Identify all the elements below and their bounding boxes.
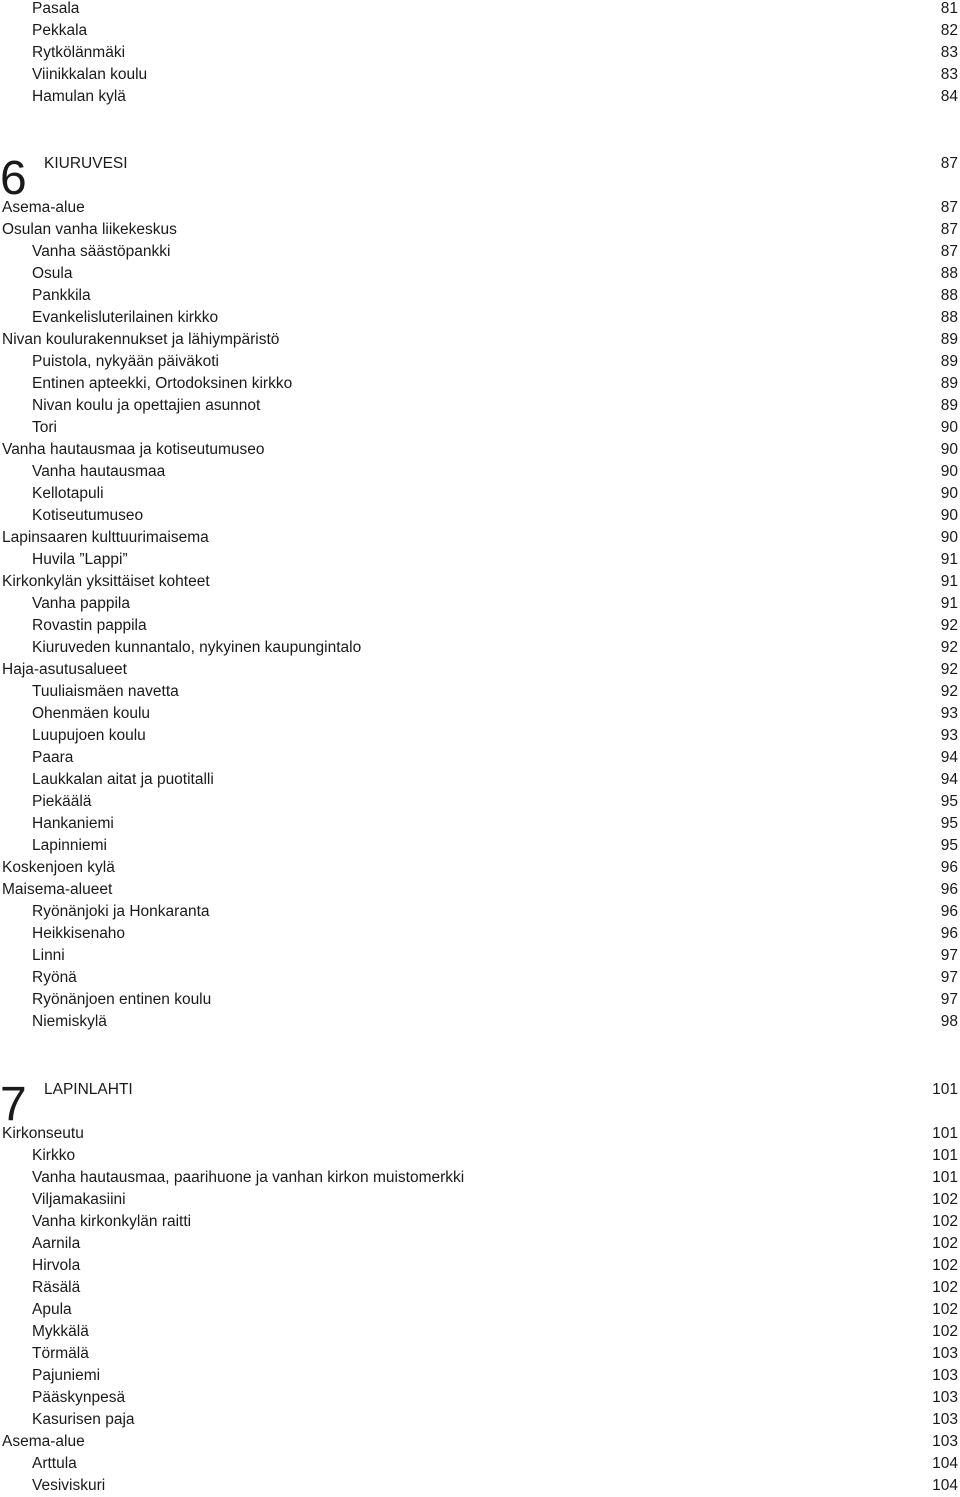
entry-page-number: 94 (940, 749, 958, 766)
entry-page-number: 87 (940, 243, 958, 260)
entry-title: Pääskynpesä (32, 1389, 126, 1406)
entry-title: Ohenmäen koulu (32, 705, 151, 722)
toc-subentry (0, 1409, 958, 1431)
entry-title: Puistola, nykyään päiväkoti (32, 353, 219, 370)
toc-subentry (0, 1475, 958, 1497)
entry-page-number: 95 (940, 815, 958, 832)
toc-subentry (0, 791, 958, 813)
toc-subentry (0, 1343, 958, 1365)
entry-title: Kasurisen paja (32, 1411, 135, 1428)
entry-title: Osulan vanha liikekeskus (2, 221, 177, 238)
entry-title: Vanha hautausmaa, paarihuone ja vanhan kirkon muistomerkki (32, 1169, 465, 1186)
toc-subentry (0, 923, 958, 945)
entry-title: Pajuniemi (32, 1367, 101, 1384)
entry-page-number: 94 (940, 771, 958, 788)
entry-title: Vanha hautausmaa ja kotiseutumuseo (2, 441, 265, 458)
entry-page-number: 90 (940, 441, 958, 458)
toc-subentry (0, 1387, 958, 1409)
entry-title: Kiuruveden kunnantalo, nykyinen kaupungintalo (32, 639, 362, 656)
entry-page-number: 89 (940, 331, 958, 348)
entry-title: Hirvola (32, 1257, 81, 1274)
entry-title: Mykkälä (32, 1323, 89, 1340)
entry-page-number: 96 (940, 859, 958, 876)
toc-subentry (0, 351, 958, 373)
entry-title: Kirkonseutu (2, 1125, 84, 1142)
toc-subentry (0, 703, 958, 725)
toc-subentry (0, 1277, 958, 1299)
entry-page-number: 95 (940, 793, 958, 810)
entry-title: Huvila ”Lappi” (32, 551, 128, 568)
toc-subentry (0, 725, 958, 747)
entry-title: Räsälä (32, 1279, 81, 1296)
entry-page-number: 88 (940, 265, 958, 282)
entry-title: Aarnila (32, 1235, 81, 1252)
entry-page-number: 81 (940, 0, 958, 17)
toc-subentry (0, 1299, 958, 1321)
toc-entry (0, 659, 958, 681)
chapter-title: KIURUVESI (44, 155, 128, 172)
entry-title: Niemiskylä (32, 1013, 107, 1030)
toc-subentry (0, 901, 958, 923)
entry-page-number: 93 (940, 705, 958, 722)
toc-entry (0, 527, 958, 549)
entry-title: Kirkonkylän yksittäiset kohteet (2, 573, 210, 590)
chapter-page-number: 87 (940, 155, 958, 172)
entry-page-number: 92 (940, 683, 958, 700)
entry-page-number: 98 (940, 1013, 958, 1030)
toc-subentry (0, 1011, 958, 1033)
entry-page-number: 102 (932, 1301, 958, 1318)
entry-title: Maisema-alueet (2, 881, 113, 898)
entry-page-number: 89 (940, 353, 958, 370)
entry-title: Rovastin pappila (32, 617, 147, 634)
toc-subentry (0, 241, 958, 263)
entry-page-number: 103 (932, 1389, 958, 1406)
entry-page-number: 103 (932, 1367, 958, 1384)
toc-subentry (0, 967, 958, 989)
entry-title: Asema-alue (2, 199, 85, 216)
toc-entry (0, 197, 958, 219)
entry-page-number: 91 (940, 551, 958, 568)
entry-page-number: 88 (940, 287, 958, 304)
chapter-page-number: 101 (932, 1081, 958, 1098)
entry-page-number: 87 (940, 221, 958, 238)
chapter-number: 7 (0, 1078, 26, 1131)
entry-title: Hamulan kylä (32, 88, 126, 105)
entry-title: Arttula (32, 1455, 77, 1472)
entry-page-number: 89 (940, 397, 958, 414)
toc-subentry (0, 681, 958, 703)
toc-subentry (0, 285, 958, 307)
entry-page-number: 91 (940, 573, 958, 590)
entry-title: Piekäälä (32, 793, 92, 810)
entry-page-number: 102 (932, 1279, 958, 1296)
toc-subentry (0, 747, 958, 769)
toc-subentry (0, 615, 958, 637)
entry-title: Vanha pappila (32, 595, 130, 612)
toc-subentry (0, 307, 958, 329)
entry-page-number: 87 (940, 199, 958, 216)
chapter-number: 6 (0, 152, 26, 205)
toc-subentry (0, 42, 958, 64)
entry-page-number: 102 (932, 1323, 958, 1340)
toc-entry (0, 1123, 958, 1145)
toc-subentry (0, 64, 958, 86)
entry-page-number: 102 (932, 1191, 958, 1208)
toc-subentry (0, 86, 958, 108)
toc-subentry (0, 1189, 958, 1211)
entry-title: Tori (32, 419, 57, 436)
toc-subentry (0, 945, 958, 967)
toc-entry (0, 219, 958, 241)
entry-title: Linni (32, 947, 65, 964)
entry-title: Vesiviskuri (32, 1477, 106, 1494)
entry-title: Vanha hautausmaa (32, 463, 166, 480)
toc-subentry (0, 373, 958, 395)
entry-page-number: 96 (940, 881, 958, 898)
toc-subentry (0, 637, 958, 659)
entry-title: Evankelisluterilainen kirkko (32, 309, 219, 326)
toc-entry (0, 879, 958, 901)
entry-title: Kirkko (32, 1147, 76, 1164)
toc-subentry (0, 1365, 958, 1387)
entry-page-number: 101 (932, 1147, 958, 1164)
entry-page-number: 97 (940, 991, 958, 1008)
entry-title: Pasala (32, 0, 80, 17)
entry-title: Kotiseutumuseo (32, 507, 144, 524)
entry-title: Rytkölänmäki (32, 44, 126, 61)
entry-page-number: 82 (940, 22, 958, 39)
toc-entry (0, 1431, 958, 1453)
entry-page-number: 83 (940, 44, 958, 61)
entry-page-number: 95 (940, 837, 958, 854)
entry-title: Ryönänjoki ja Honkaranta (32, 903, 210, 920)
entry-page-number: 90 (940, 419, 958, 436)
entry-title: Törmälä (32, 1345, 89, 1362)
entry-page-number: 91 (940, 595, 958, 612)
entry-page-number: 92 (940, 639, 958, 656)
entry-title: Heikkisenaho (32, 925, 126, 942)
entry-page-number: 104 (932, 1455, 958, 1472)
entry-page-number: 84 (940, 88, 958, 105)
entry-page-number: 92 (940, 661, 958, 678)
entry-page-number: 102 (932, 1213, 958, 1230)
toc-subentry (0, 1255, 958, 1277)
entry-page-number: 104 (932, 1477, 958, 1494)
entry-title: Paara (32, 749, 74, 766)
toc-subentry (0, 593, 958, 615)
entry-title: Apula (32, 1301, 72, 1318)
toc-subentry (0, 1167, 958, 1189)
toc-subentry (0, 483, 958, 505)
toc-subentry (0, 1145, 958, 1167)
entry-title: Viljamakasiini (32, 1191, 126, 1208)
entry-page-number: 96 (940, 925, 958, 942)
entry-title: Osula (32, 265, 73, 282)
entry-page-number: 90 (940, 507, 958, 524)
toc-subentry (0, 461, 958, 483)
toc-subentry (0, 1233, 958, 1255)
entry-title: Tuuliaismäen navetta (32, 683, 179, 700)
entry-page-number: 90 (940, 463, 958, 480)
entry-title: Pankkila (32, 287, 91, 304)
entry-page-number: 88 (940, 309, 958, 326)
entry-page-number: 97 (940, 969, 958, 986)
entry-title: Viinikkalan koulu (32, 66, 148, 83)
entry-page-number: 93 (940, 727, 958, 744)
entry-title: Entinen apteekki, Ortodoksinen kirkko (32, 375, 293, 392)
entry-title: Vanha säästöpankki (32, 243, 171, 260)
entry-title: Lapinsaaren kulttuurimaisema (2, 529, 209, 546)
toc-subentry (0, 1211, 958, 1233)
entry-page-number: 90 (940, 485, 958, 502)
toc-subentry (0, 989, 958, 1011)
entry-page-number: 97 (940, 947, 958, 964)
entry-title: Luupujoen koulu (32, 727, 146, 744)
entry-page-number: 89 (940, 375, 958, 392)
toc-subentry (0, 813, 958, 835)
entry-page-number: 103 (932, 1345, 958, 1362)
entry-title: Hankaniemi (32, 815, 114, 832)
toc-subentry (0, 835, 958, 857)
toc-subentry (0, 417, 958, 439)
entry-page-number: 90 (940, 529, 958, 546)
entry-title: Lapinniemi (32, 837, 107, 854)
toc-entry (0, 857, 958, 879)
entry-title: Kellotapuli (32, 485, 104, 502)
entry-title: Nivan koulurakennukset ja lähiympäristö (2, 331, 280, 348)
entry-title: Ryönä (32, 969, 77, 986)
entry-title: Asema-alue (2, 1433, 85, 1450)
toc-subentry (0, 395, 958, 417)
toc-subentry (0, 549, 958, 571)
entry-title: Koskenjoen kylä (2, 859, 115, 876)
toc-subentry (0, 0, 958, 20)
chapter-title: LAPINLAHTI (44, 1081, 133, 1098)
entry-title: Vanha kirkonkylän raitti (32, 1213, 192, 1230)
entry-page-number: 83 (940, 66, 958, 83)
entry-page-number: 103 (932, 1433, 958, 1450)
entry-title: Laukkalan aitat ja puotitalli (32, 771, 214, 788)
entry-title: Pekkala (32, 22, 88, 39)
entry-page-number: 102 (932, 1257, 958, 1274)
toc-subentry (0, 769, 958, 791)
entry-page-number: 103 (932, 1411, 958, 1428)
toc-subentry (0, 20, 958, 42)
entry-title: Haja-asutusalueet (2, 661, 127, 678)
entry-page-number: 102 (932, 1235, 958, 1252)
toc-subentry (0, 263, 958, 285)
entry-title: Ryönänjoen entinen koulu (32, 991, 212, 1008)
toc-entry (0, 571, 958, 593)
toc-subentry (0, 1453, 958, 1475)
entry-page-number: 101 (932, 1125, 958, 1142)
toc-entry (0, 439, 958, 461)
toc-subentry (0, 505, 958, 527)
toc-entry (0, 329, 958, 351)
toc-subentry (0, 1321, 958, 1343)
entry-page-number: 96 (940, 903, 958, 920)
entry-page-number: 101 (932, 1169, 958, 1186)
entry-page-number: 92 (940, 617, 958, 634)
entry-title: Nivan koulu ja opettajien asunnot (32, 397, 261, 414)
